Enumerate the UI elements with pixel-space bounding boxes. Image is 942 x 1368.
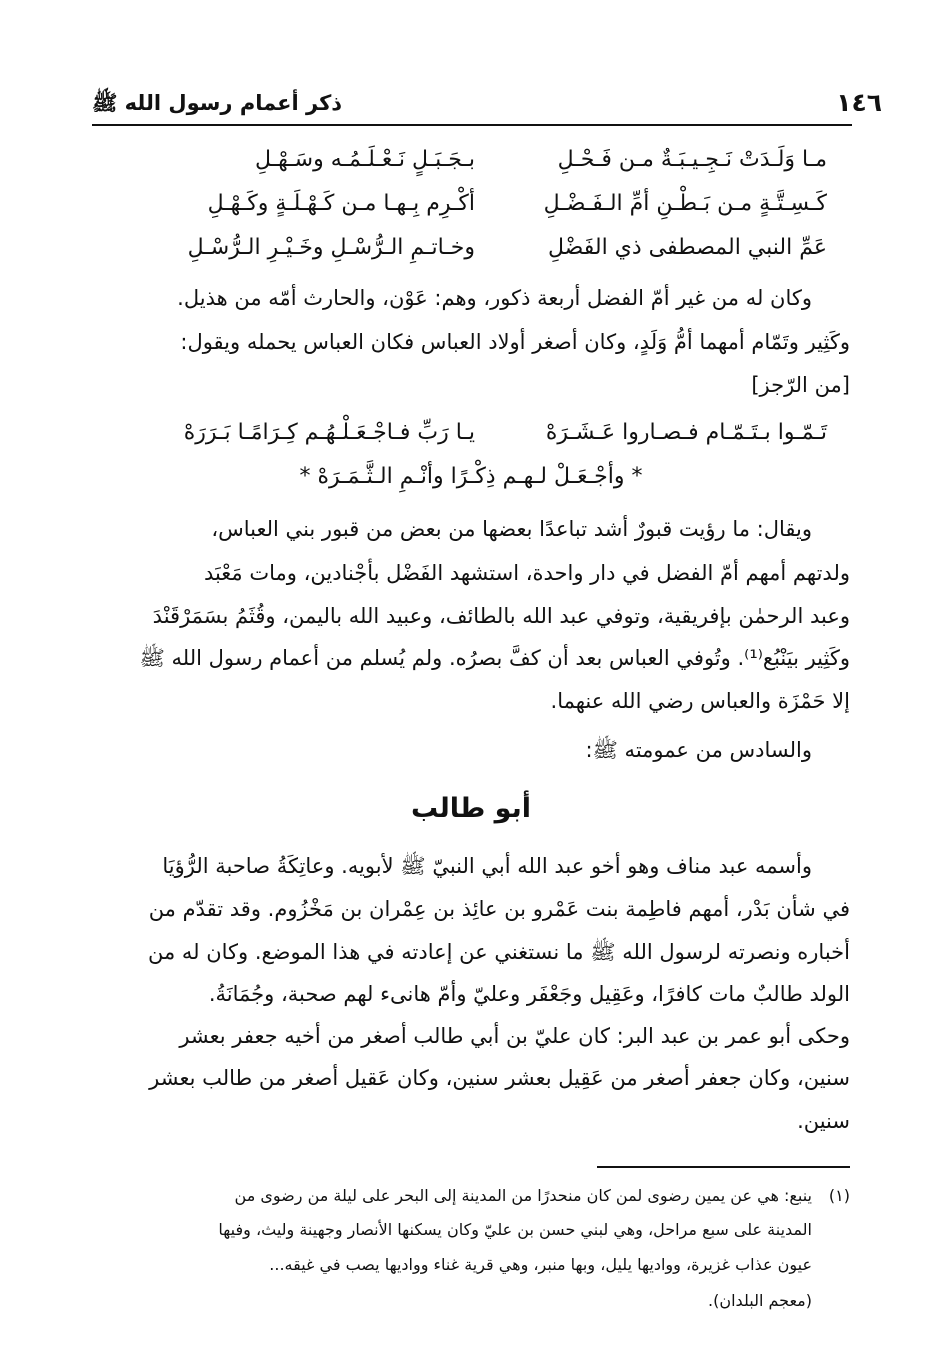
footnote-line4: (معجم البلدان). <box>708 1291 812 1310</box>
paragraph1-line2: وكَثِير وتَمّام أمهما أمُّ وَلَدٍ، وكان أصغر أولاد العباس فكان العباس يحمله ويقول: <box>180 330 850 354</box>
poem1-verse2-left: أكْـرِم بِـهـا مـن كَـهْـلَـةٍ وكَـهْـلِ <box>207 191 475 216</box>
paragraph4-line3: أخباره ونصرته لرسول الله ﷺ ما نستغني عن إعادته في هذا الموضع. وكان له من <box>147 940 850 964</box>
footnote-line1: ينبع: هي عن يمين رضوى لمن كان منحدرًا من المدينة إلى البحر على ليلة من رضوى من <box>234 1186 812 1205</box>
paragraph4-line4: الولد طالبٌ مات كافرًا، وعَقِيل وجَعْفَر وعليّ وأمّ هانىء لهم صحبة، وجُمَانَةُ. <box>208 982 850 1006</box>
page-number: ١٤٦ <box>836 88 882 117</box>
poem1-verse1-left: بـجَـبَـلٍ نَـعْـلَـمُـه وسَـهْـلِ <box>254 147 475 172</box>
paragraph2-line2: ولدتهم أمهم أمّ الفضل في دار واحدة، استشهد الفَضْل بأجْنادين، ومات مَعْبَد <box>203 561 850 585</box>
poem2-left: يـا رَبِّ فـاجْـعَـلْـهُـم كِـرَامًـا بَـرَرَهْ <box>183 420 475 445</box>
poem1-verse2-right: كَـسِـتَّـةٍ مـن بَـطْـنِ أمِّ الـفَـضْـلِ <box>543 191 827 216</box>
paragraph2-line5: إلا حَمْزَة والعباس رضي الله عنهما. <box>550 689 850 713</box>
footnote-rule <box>597 1166 850 1168</box>
footnote-line3: عيون عذاب غزيرة، وواديها يليل، وبها منبر، وهي قرية غناء وواديها يصب في غيقه... <box>269 1255 812 1274</box>
paragraph3: والسادس من عمومته ﷺ: <box>585 738 812 762</box>
footnote-mark: (١) <box>828 1186 850 1205</box>
paragraph2-line3: وعبد الرحمٰن بإفريقية، وتوفي عبد الله بالطائف، وعبيد الله باليمن، وقُثَمُ بسَمَرْقَنْدَ <box>152 604 850 628</box>
paragraph2-line4: وكَثِير بيَنْبُع⁽¹⁾. وتُوفي العباس بعد أن كفَّ بصرُه. ولم يُسلم من أعمام رسول الله ﷺ <box>139 646 850 670</box>
paragraph1-meter: [من الرّجز] <box>751 373 850 397</box>
footnote-line2: المدينة على سبع مراحل، وهي لبني حسن بن عليّ وكان يسكنها الأنصار وجهينة وليث، وفيها <box>218 1220 812 1239</box>
header-rule <box>92 124 852 126</box>
paragraph4-line7: سنين. <box>797 1109 850 1133</box>
paragraph4-line5: وحكى أبو عمر بن عبد البر: كان عليّ بن أبي طالب أصغر من أخيه جعفر بعشر <box>179 1024 850 1048</box>
poem2-center: * وأجْـعَـلْ لـهـم ذِكْـرًا وأنْـمِ الـثَّـمَـرَهْ * <box>299 464 643 489</box>
paragraph4-line2: في شأن بَدْر، أمهم فاطِمة بنت عَمْرو بن عائِذ بن عِمْران بن مَخْزُوم. وقد تقدّم من <box>148 897 850 921</box>
poem2-right: تَـمّـوا بـتَـمّـام فـصـاروا عَـشَـرَهْ <box>545 420 827 445</box>
paragraph4-line1: وأسمه عبد مناف وهو أخو عبد الله أبي النبيّ ﷺ لأبويه. وعاتِكَةُ صاحبة الرُّؤيَا <box>162 854 812 878</box>
poem1-verse3-right: عَمِّ النبي المصطفى ذي الفَضْلِ <box>548 235 827 260</box>
poem1-verse3-left: وخـاتـمِ الـرُّسْـلِ وخَـيْـرِ الـرُّسْـلِ <box>187 235 475 260</box>
running-title: ذكر أعمام رسول الله ﷺ <box>92 91 343 115</box>
paragraph1-line1: وكان له من غير أمّ الفضل أربعة ذكور، وهم: عَوْن، والحارث أمّه من هذيل. <box>177 286 812 310</box>
paragraph4-line6: سنين، وكان جعفر أصغر من عَقِيل بعشر سنين، وكان عَقيل أصغر من طالب بعشر <box>149 1066 850 1090</box>
poem1-verse1-right: مـا وَلَـدَتْ نَـجِـيـبَـةٌ مـن فَـحْـلِ <box>557 147 827 172</box>
paragraph2-line1: ويقال: ما رؤيت قبورٌ أشد تباعدًا بعضها من بعض من قبور بني العباس، <box>211 517 812 541</box>
section-title: أبو طالب <box>410 793 531 824</box>
